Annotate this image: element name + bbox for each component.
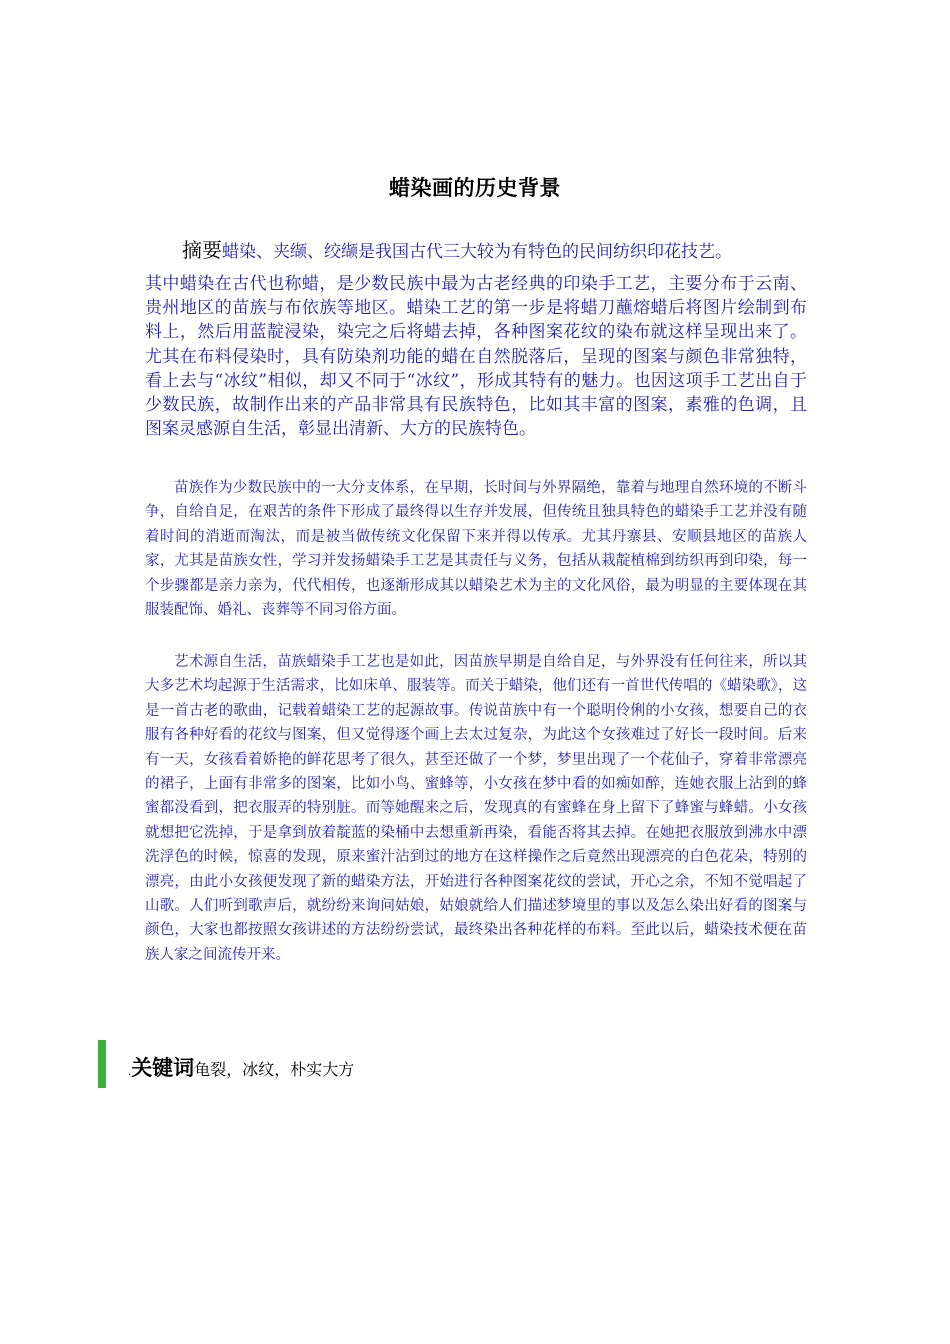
keywords-label: 关键词 (131, 1056, 195, 1080)
keywords-text: 龟裂，冰纹，朴实大方 (194, 1060, 355, 1079)
keywords-marker: . (128, 1067, 132, 1078)
document-title: 蜡染画的历史背景 (389, 176, 561, 200)
abstract-label: 摘要 (182, 238, 222, 262)
body-paragraph: 艺术源自生活，苗族蜡染手工艺也是如此，因苗族早期是自给自足，与外界没有任何往来，所以其大多艺术均起源于生活需求，比如床单、服装等。而关于蜡染，他们还有一首世代传唱的《蜡染歌》，这是一首古老的歌曲，记载着蜡染工艺的起源故事。传说苗族中有一个聪明伶俐的小女孩，想要自己的衣服有各种好看的花纹与图案，但又觉得逐个画上去太过复杂，为此这个女孩难过了好长一段时间。后来有一天，女孩看着娇艳的鲜花思考了很久，甚至还做了一个梦，梦里出现了一个花仙子，穿着非常漂亮的裙子，上面有非常多的图案，比如小鸟、蜜蜂等，小女孩在梦中看的如痴如醉，连她衣服上沾到的蜂蜜都没看到，把衣服弄的特别脏。而等她醒来之后，发现真的有蜜蜂在身上留下了蜂蜜与蜂蜡。小女孩就想把它洗掉，于是拿到放着靛蓝的染桶中去想重新再染，看能否将其去掉。在她把衣服放到沸水中漂洗浮色的时候，惊喜的发现，原来蜜汁沾到过的地方在这样操作之后竟然出现漂亮的白色花朵，特别的漂亮，由此小女孩便发现了新的蜡染方法，开始进行各种图案花纹的尝试，开心之余，不知不觉唱起了山歌。人们听到歌声后，就纷纷来询问姑娘，姑娘就给人们描述梦境里的事以及怎么染出好看的图案与颜色，大家也都按照女孩讲述的方法纷纷尝试，最终染出各种花样的布料。至此以后，蜡染技术便在苗族人家之间流传开来。 (145, 654, 807, 963)
body-paragraph: 苗族作为少数民族中的一大分支体系，在早期，长时间与外界隔绝，靠着与地理自然环境的不断斗争，自给自足，在艰苦的条件下形成了最终得以生存并发展，但传统且独具特色的蜡染手工艺并没有随着时间的消逝而淘汰，而是被当做传统文化保留下来并得以传承。尤其丹寨县、安顺县地区的苗族人家，尤其是苗族女性，学习并发扬蜡染手工艺是其责任与义务，包括从栽靛植棉到纺织再到印染，每一个步骤都是亲力亲为，代代相传，也逐渐形成其以蜡染艺术为主的文化风俗，最为明显的主要体现在其服装配饰、婚礼、丧葬等不同习俗方面。 (145, 480, 807, 619)
abstract-first-line (182, 236, 822, 266)
keyword-accent-bar (98, 1040, 106, 1088)
abstract-body: 其中蜡染在古代也称蜡，是少数民族中最为古老经典的印染手工艺，主要分布于云南、贵州地区的苗族与布依族等地区。蜡染工艺的第一步是将蜡刀蘸熔蜡后将图片绘制到布料上，然后用蓝靛浸染，染完之后将蜡去掉，各种图案花纹的染布就这样呈现出来了。尤其在布料侵染时，具有防染剂功能的蜡在自然脱落后，呈现的图案与颜色非常独特，看上去与“冰纹”相似，却又不同于“冰纹”，形成其特有的魅力。也因这项手工艺出自于少数民族，故制作出来的产品非常具有民族特色，比如其丰富的图案，素雅的色调，且图案灵感源自生活，彰显出清新、大方的民族特色。 (145, 274, 807, 440)
keywords-line (128, 1052, 354, 1082)
abstract-first-text: 蜡染、夹缬、绞缬是我国古代三大较为有特色的民间纺织印花技艺。 (222, 242, 732, 262)
